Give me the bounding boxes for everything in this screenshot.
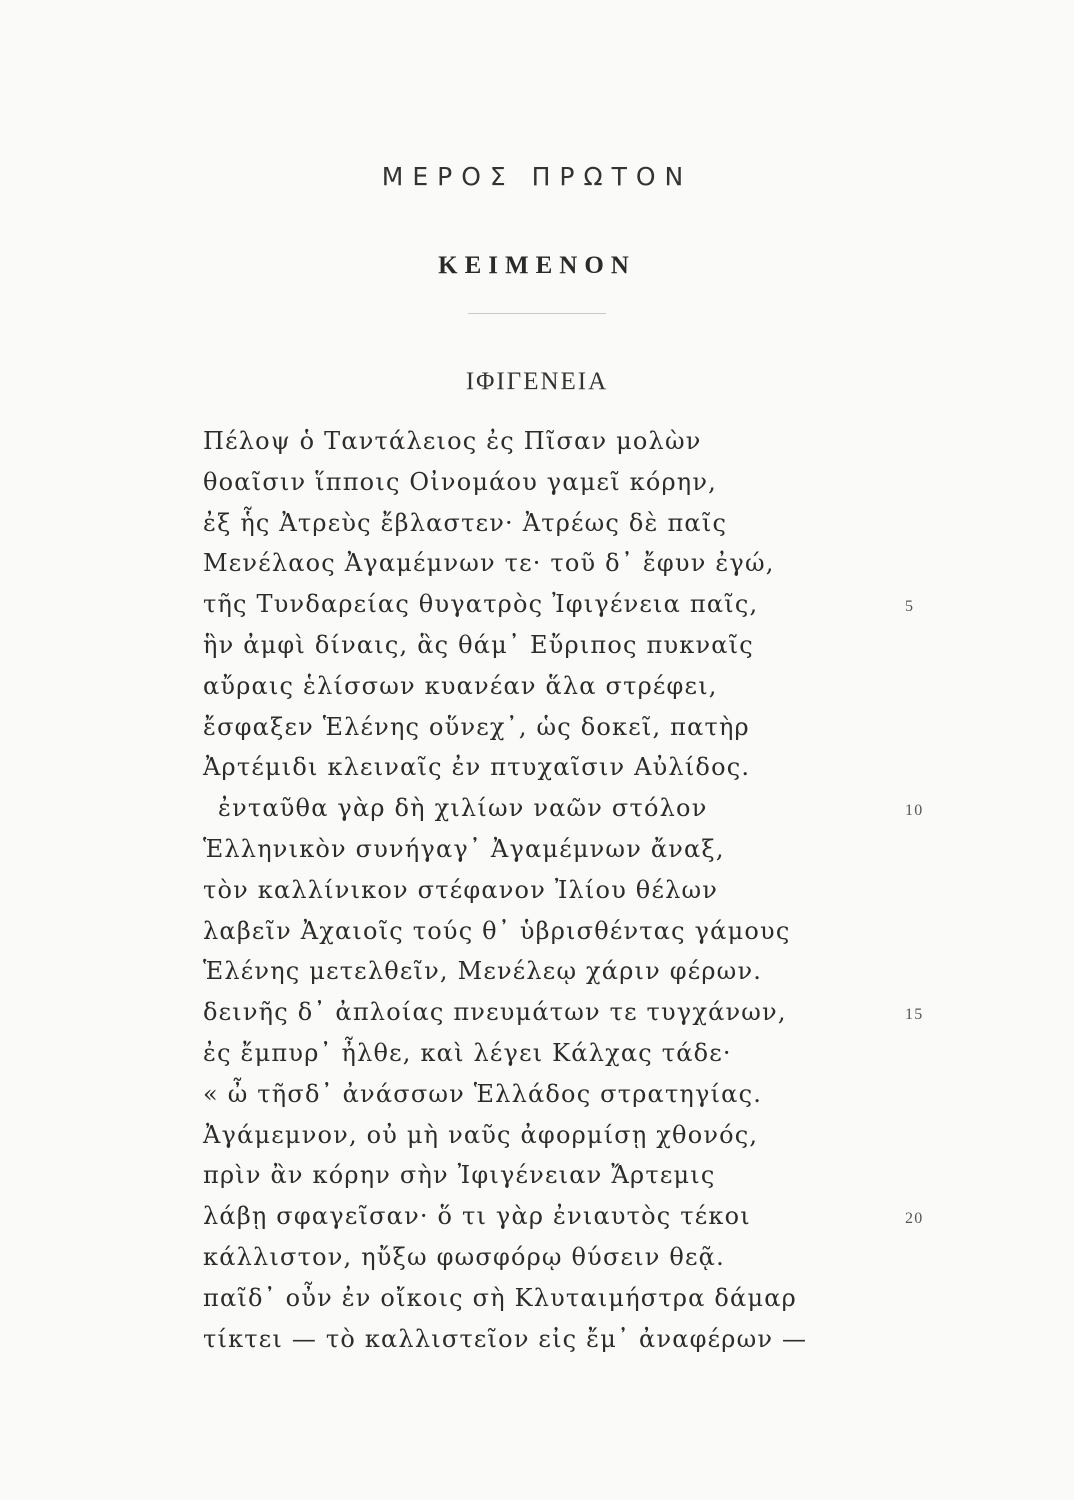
verse-line-text: « ὦ τῆσδ᾽ ἀνάσσων Ἑλλάδος στρατηγίας. <box>203 1079 763 1108</box>
verse-line-text: ἣν ἀμφὶ δίναις, ἃς θάμ᾽ Εὔριπος πυκναῖς <box>203 630 754 659</box>
verse-line <box>0 955 1074 996</box>
verse-line-text: Ἑλληνικὸν συνήγαγ᾽ Ἀγαμέμνων ἄναξ, <box>203 834 725 863</box>
poem-title: ΙΦΙΓΕΝΕΙΑ <box>465 368 609 395</box>
verse-line <box>0 1200 1074 1241</box>
verse-line <box>0 629 1074 670</box>
verse-line <box>0 466 1074 507</box>
verse-line <box>0 874 1074 915</box>
verse-line <box>0 1037 1074 1078</box>
line-number: 15 <box>905 1006 924 1024</box>
verse-line <box>0 1119 1074 1160</box>
verse-line-text: κάλλιστον, ηὔξω φωσφόρῳ θύσειν θεᾷ. <box>203 1242 725 1271</box>
verse-line <box>0 1323 1074 1364</box>
verse-line <box>0 915 1074 956</box>
verse-line-text: παῖδ᾽ οὖν ἐν οἴκοις σὴ Κλυταιμήστρα δάμαρ <box>203 1283 797 1312</box>
verse-line <box>0 507 1074 548</box>
verse-line-text: τῆς Τυνδαρείας θυγατρὸς Ἰφιγένεια παῖς, <box>203 590 759 619</box>
verse-line-text: ἐνταῦθα γὰρ δὴ χιλίων ναῶν στόλον <box>218 794 708 823</box>
verse-line-text: αὔραις ἑλίσσων κυανέαν ἅλα στρέφει, <box>203 671 718 700</box>
verse-line-text: δεινῆς δ᾽ ἀπλοίας πνευμάτων τε τυγχάνων, <box>203 998 787 1027</box>
verse-line-text: λάβῃ σφαγεῖσαν· ὅ τι γὰρ ἐνιαυτὸς τέκοι <box>203 1202 751 1231</box>
verse-line <box>0 1282 1074 1323</box>
verse-line <box>0 711 1074 752</box>
verse-line-text: τίκτει — τὸ καλλιστεῖον εἰς ἔμ᾽ ἀναφέρων — <box>203 1324 808 1353</box>
verse-line <box>0 425 1074 466</box>
verse-line <box>0 792 1074 833</box>
verse-line <box>0 996 1074 1037</box>
verse-line-text: Μενέλαος Ἀγαμέμνων τε· τοῦ δ᾽ ἔφυν ἐγώ, <box>203 549 775 578</box>
verse-line-text: Ἀρτέμιδι κλειναῖς ἐν πτυχαῖσιν Αὐλίδος. <box>203 753 751 782</box>
line-number: 5 <box>905 598 915 616</box>
verse-line-text: Πέλοψ ὁ Ταντάλειος ἐς Πῖσαν μολὼν <box>203 427 702 455</box>
verse-line <box>0 833 1074 874</box>
part-title: ΜΕΡΟΣ ΠΡΩΤΟΝ <box>381 162 693 191</box>
section-divider <box>468 313 606 314</box>
line-number: 10 <box>905 802 924 820</box>
verse-line <box>0 1159 1074 1200</box>
line-number: 20 <box>905 1210 924 1228</box>
verse-line <box>0 1078 1074 1119</box>
verse-line-text: ἐξ ἧς Ἀτρεὺς ἔβλαστεν· Ἀτρέως δὲ παῖς <box>203 508 728 537</box>
verse-line-text: θοαῖσιν ἵπποις Οἰνομάου γαμεῖ κόρην, <box>203 467 717 496</box>
verse-line <box>0 670 1074 711</box>
section-title: ΚΕΙΜΕΝΟΝ <box>438 252 636 279</box>
verse-line-text: τὸν καλλίνικον στέφανον Ἰλίου θέλων <box>203 875 719 904</box>
verse-line-text: Ἑλένης μετελθεῖν, Μενέλεῳ χάριν φέρων. <box>203 957 763 986</box>
verse-line-text: ἐς ἔμπυρ᾽ ἦλθε, καὶ λέγει Κάλχας τάδε· <box>203 1038 732 1067</box>
verse-line <box>0 751 1074 792</box>
verse-block <box>0 425 1074 1363</box>
verse-line-text: Ἀγάμεμνον, οὐ μὴ ναῦς ἀφορμίσῃ χθονός, <box>203 1120 759 1149</box>
verse-line-text: πρὶν ἂν κόρην σὴν Ἰφιγένειαν Ἄρτεμις <box>203 1161 716 1190</box>
verse-line <box>0 1241 1074 1282</box>
verse-line <box>0 588 1074 629</box>
verse-line-text: ἔσφαξεν Ἑλένης οὕνεχ᾽, ὡς δοκεῖ, πατὴρ <box>203 712 750 741</box>
verse-line <box>0 547 1074 588</box>
verse-line-text: λαβεῖν Ἀχαιοῖς τούς θ᾽ ὑβρισθέντας γάμους <box>203 916 791 945</box>
